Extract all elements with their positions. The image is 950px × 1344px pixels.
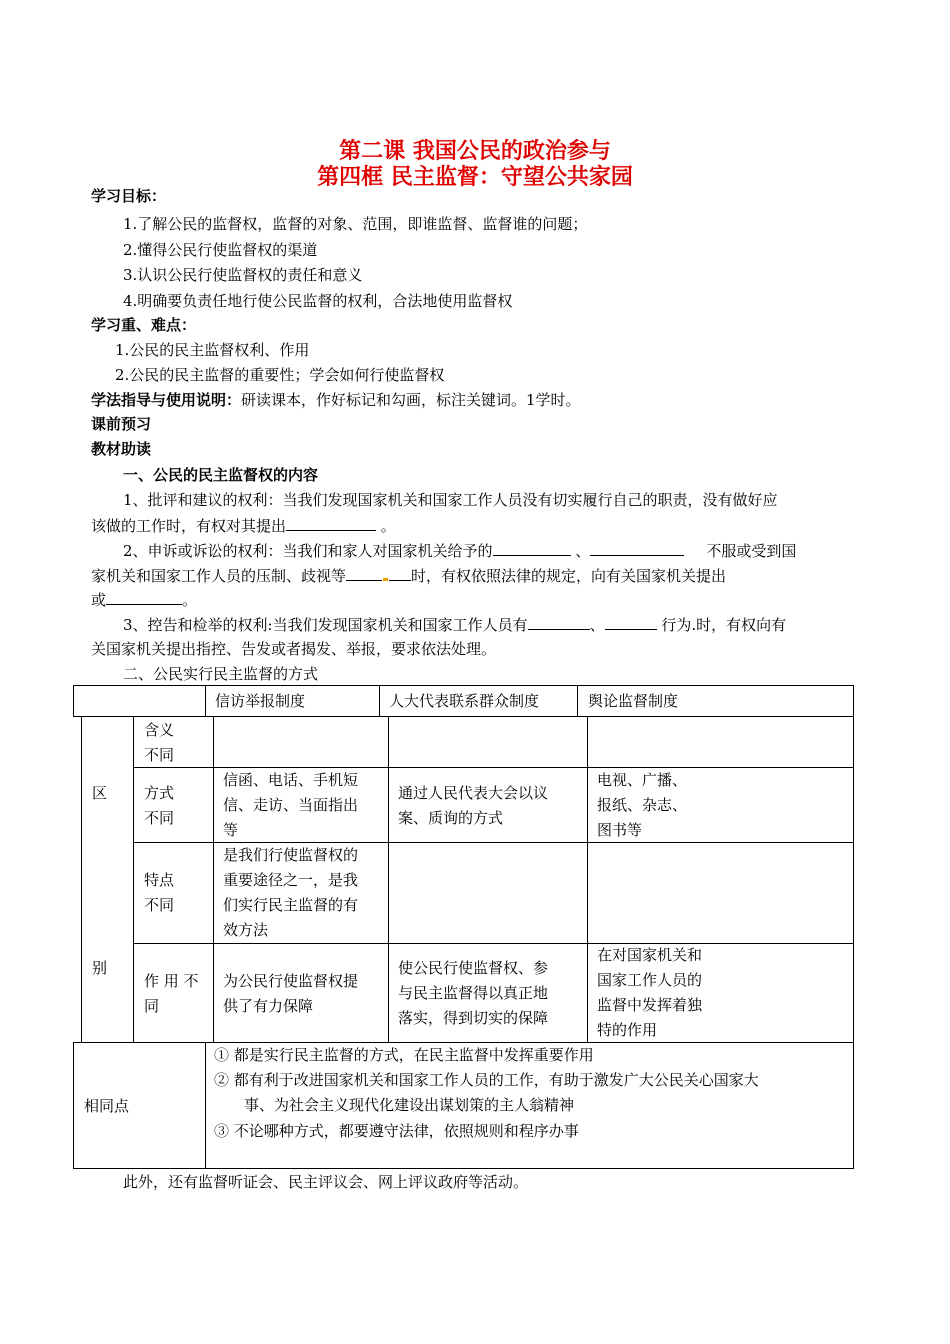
diff-label-top: 区 <box>92 784 108 802</box>
text: 方式 <box>144 784 175 802</box>
text: 事、为社会主义现代化建设出谋划策的主人翁精神 <box>244 1096 575 1114</box>
cell-petition-method <box>223 768 358 843</box>
text: 报纸、杂志、 <box>597 796 688 814</box>
text: ① 都是实行民主监督的方式，在民主监督中发挥重要作用 <box>214 1046 594 1064</box>
goal-item: 3.认识公民行使监督权的责任和意义 <box>123 266 363 284</box>
same-point-2 <box>214 1068 759 1118</box>
text: 供了有力保障 <box>223 997 314 1015</box>
row-label-meaning <box>144 718 174 768</box>
goal-item: 4.明确要负责任地行使公民监督的权利，合法地使用监督权 <box>123 292 513 310</box>
goal-item: 2.懂得公民行使监督权的渠道 <box>123 241 318 259</box>
text: ③ 不论哪种方式，都要遵守法律，依照规则和程序办事 <box>214 1122 579 1140</box>
text: 通过人民代表大会以议 <box>398 784 549 802</box>
section1-heading: 一、公民的民主监督权的内容 <box>123 466 319 484</box>
key-point-item: 1.公民的民主监督权利、作用 <box>115 341 310 359</box>
row-label-feature <box>144 868 174 918</box>
section-title: 第四框 民主监督：守望公共家园 <box>317 165 633 190</box>
text: 效方法 <box>223 921 269 939</box>
text: 落实，得到切实的保障 <box>398 1009 549 1027</box>
lesson-title: 第二课 我国公民的政治参与 <box>339 139 611 164</box>
text: 2、申诉或诉讼的权利：当我们和家人对国家机关给予的 <box>123 542 493 560</box>
goal-item: 1.了解公民的监督权，监督的对象、范围，即谁监督、监督谁的问题； <box>123 215 588 233</box>
diff-label-bottom: 别 <box>92 959 108 977</box>
cell-petition-feature <box>223 843 358 943</box>
text: 行为.时，有权向有 <box>656 616 787 634</box>
text: 不同 <box>144 746 175 764</box>
text: 等 <box>223 821 239 839</box>
header-petition: 信访举报制度 <box>215 692 306 710</box>
reading-heading: 教材助读 <box>91 440 152 458</box>
text: ② 都有利于改进国家机关和国家工作人员的工作，有助于激发广大公民关心国家大 <box>214 1071 759 1089</box>
text: 。 <box>376 517 396 535</box>
same-point-3 <box>214 1119 579 1144</box>
text: 图书等 <box>597 821 643 839</box>
text: 是我们行使监督权的 <box>223 846 359 864</box>
key-points-heading: 学习重、难点： <box>91 316 197 334</box>
text: 特的作用 <box>597 1021 658 1039</box>
text: 特点 <box>144 871 175 889</box>
text: 信函、电话、手机短 <box>223 771 359 789</box>
paragraph-1: 1、批评和建议的权利：当我们发现国家机关和国家工作人员没有切实履行自己的职责，没有做好应 <box>123 491 778 509</box>
text: 监督中发挥着独 <box>597 996 703 1014</box>
text: 在对国家机关和 <box>597 946 703 964</box>
footer-note: 此外，还有监督听证会、民主评议会、网上评议政府等活动。 <box>123 1173 529 1191</box>
text: 与民主监督得以真正地 <box>398 984 549 1002</box>
text: 不同 <box>144 809 175 827</box>
text: 、 <box>589 616 605 634</box>
text: 使公民行使监督权、参 <box>398 959 549 977</box>
text: 不同 <box>144 896 175 914</box>
text: 案、质询的方式 <box>398 809 504 827</box>
text: 同 <box>144 997 160 1015</box>
same-points-label: 相同点 <box>84 1097 130 1115</box>
cell-opinion-role <box>597 943 702 1043</box>
row-label-role <box>144 969 199 1019</box>
cell-petition-role <box>223 969 358 1019</box>
header-deputy-contact: 人大代表联系群众制度 <box>389 692 540 710</box>
same-point-1 <box>214 1043 594 1068</box>
text: 国家工作人员的 <box>597 971 703 989</box>
key-point-item: 2.公民的民主监督的重要性；学会如何行使监督权 <box>115 366 445 384</box>
text: 时，有权依照法律的规定，向有关国家机关提出 <box>411 567 727 585</box>
text: 不服或受到国 <box>706 542 797 560</box>
method-text: 研读课本，作好标记和勾画，标注关键词。1学时。 <box>241 391 581 409</box>
text: 为公民行使监督权提 <box>223 972 359 990</box>
text: 信、走访、当面指出 <box>223 796 359 814</box>
preview-heading: 课前预习 <box>91 415 152 433</box>
text: 们实行民主监督的有 <box>223 896 359 914</box>
header-opinion-supervision: 舆论监督制度 <box>588 692 679 710</box>
text: 重要途径之一，是我 <box>223 871 359 889</box>
text: 、 <box>570 542 591 560</box>
goals-heading: 学习目标： <box>91 187 167 205</box>
text: 或 <box>91 591 107 609</box>
text: 电视、广播、 <box>597 771 688 789</box>
text: 作 用 不 <box>144 972 199 990</box>
cell-opinion-method <box>597 768 687 843</box>
text: 。 <box>182 591 198 609</box>
paragraph-3-cont: 关国家机关提出指控、告发或者揭发、举报，要求依法处理。 <box>91 640 497 658</box>
text: 含义 <box>144 721 175 739</box>
cell-deputy-method <box>398 781 548 831</box>
cell-deputy-role <box>398 956 548 1031</box>
text: 该做的工作时，有权对其提出 <box>91 517 287 535</box>
text: 家机关和国家工作人员的压制、歧视等 <box>91 567 347 585</box>
method-label: 学法指导与使用说明： <box>91 391 242 409</box>
row-label-method <box>144 781 174 831</box>
text: 3、控告和检举的权利:当我们发现国家机关和国家工作人员有 <box>123 616 528 634</box>
section2-heading: 二、公民实行民主监督的方式 <box>123 665 319 683</box>
